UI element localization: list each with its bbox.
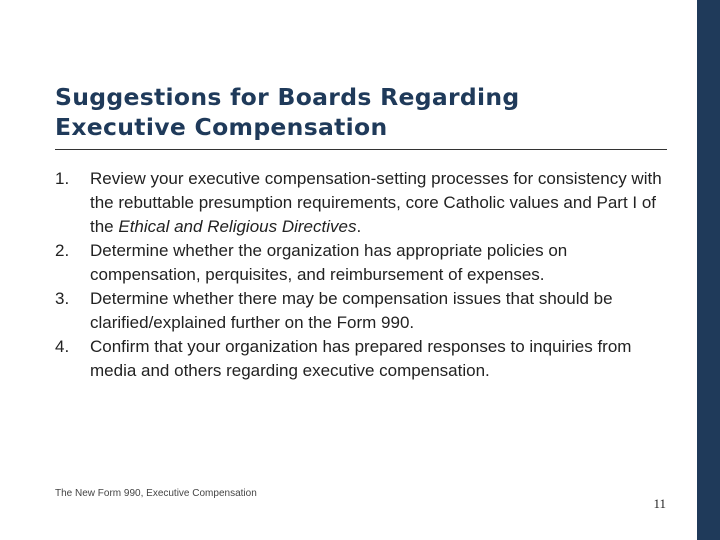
slide-title [55, 82, 655, 142]
item-number: 3. [55, 289, 70, 308]
slide-title-line-2: Executive Compensation [55, 113, 388, 141]
right-accent-band [697, 0, 720, 540]
slide-footer: The New Form 990, Executive Compensation [55, 488, 257, 499]
page-number: 11 [653, 496, 666, 511]
item-text-end: . [356, 217, 362, 236]
suggestion-item-3 [55, 287, 675, 335]
item-text: Determine whether the organization has appropriate policies on compensation, perquisites, and reimbursement of expenses. [90, 241, 568, 284]
suggestion-item-2 [55, 239, 675, 287]
slide-title-line-1: Suggestions for Boards Regarding [55, 83, 520, 111]
suggestion-item-1 [55, 167, 675, 239]
item-text: Review your executive compensation-setting processes for consistency with the rebuttable presumption requirements, core Catholic values and Part I of the [90, 169, 662, 236]
item-text-italic: Ethical and Religious Directives [118, 217, 357, 236]
item-text: Determine whether there may be compensation issues that should be clarified/explained further on the Form 990. [90, 289, 613, 332]
item-number: 1. [55, 169, 70, 188]
item-number: 2. [55, 241, 70, 260]
item-text: Confirm that your organization has prepared responses to inquiries from media and others regarding executive compensation. [90, 337, 632, 380]
title-divider [55, 149, 667, 150]
item-number: 4. [55, 337, 70, 356]
suggestion-list [55, 167, 675, 383]
suggestion-item-4 [55, 335, 675, 383]
